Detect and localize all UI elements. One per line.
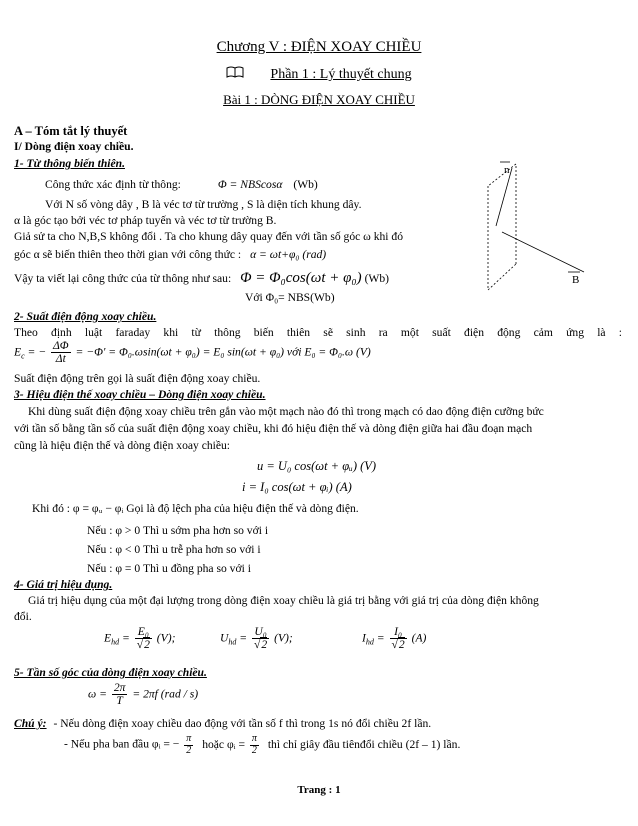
vector-n-label: n [504, 164, 510, 176]
s1-line1: Công thức xác định từ thông: Φ = NBScosα (Wb) [45, 178, 318, 191]
s3-neu-1: Nếu : φ > 0 Thì u sớm pha hơn so với i [87, 524, 269, 537]
s1-line5: góc α sẽ biến thiên theo thời gian với công thức : α = ωt+φ₀ (rad) [14, 248, 327, 261]
vector-b-label: B [572, 274, 580, 286]
s1-line6: Vậy ta viết lại công thức của từ thông như sau: Φ = Φ₀cos(ωt + φ₀) (Wb) [14, 270, 390, 286]
s3-line3: cũng là hiệu điện thế và dòng điện xoay chiều: [14, 439, 231, 452]
s2-line3: Suất điện động trên gọi là suất điện động xoay chiều. [14, 372, 261, 385]
note-line1: Chú ý: - Nếu dòng điện xoay chiều dao động với tần số f thì trong 1s nó đổi chiều 2f lần. [14, 717, 432, 730]
page-number: Trang : 1 [297, 784, 341, 796]
note-line2: - Nếu pha ban đầu φᵢ = − $\frac{\pi}{2}$ hoặc φᵢ = $\frac{\pi}{2}$ thì chỉ giây đầu tiênđổi chiều (2f – 1) lần. [64, 733, 461, 756]
s1-heading: 1- Từ thông biến thiên. [14, 157, 125, 170]
s2-line1: Theo định luật faraday khi từ thông biến thiên sẽ sinh ra một suất điện động cảm ứng là : [14, 326, 622, 339]
s4-heading: 4- Giá trị hiệu dụng. [14, 578, 113, 591]
s3-heading: 3- Hiệu điện thế xoay chiều – Dòng điện xoay chiều. [14, 388, 266, 401]
s1-line7: Với Φ₀= NBS(Wb) [245, 291, 335, 304]
s5-equation: ω = $\frac{2\pi}{T}$ = 2πf (rad / s) [88, 681, 199, 708]
s1-line4: Giả sử ta cho N,B,S không đổi . Ta cho khung dây quay đến với tần số góc ω khi đó [14, 230, 404, 243]
s3-line1: Khi dùng suất điện động xoay chiều trên gắn vào một mạch nào đó thì trong mạch có dao động điện cưỡng bức [28, 405, 544, 418]
section-a-heading: A – Tóm tắt lý thuyết [14, 124, 128, 138]
s2-equation: $E_c$ = − $\frac{\Delta\Phi}{\Delta t}$ = −Φ' = Φ₀.ωsin(ωt + φ₀) = E₀ sin(ωt + φ₀) với E₀ = Φ₀.ω (V) [14, 339, 371, 366]
s4-line1: Giá trị hiệu dụng của một đại lượng trong dòng điện xoay chiều là giá trị bằng với giá trị của dòng điện không [28, 594, 539, 607]
s2-heading: 2- Suất điện động xoay chiều. [14, 310, 157, 323]
s4-eq-u: $U_{hd}$ = $\frac{\text{U₀}}{√2}$ (V); [220, 625, 293, 652]
s3-eq-u: u = U₀ cos(ωt + φᵤ) (V) [257, 459, 377, 473]
chapter-title: Chương V : ĐIỆN XOAY CHIỀU [216, 39, 422, 55]
open-book-icon [226, 66, 244, 83]
s4-line2: đổi. [14, 610, 32, 623]
s3-eq-i: i = I₀ cos(ωt + φᵢ) (A) [242, 480, 352, 494]
s4-eq-e: $E_{hd}$ = $\frac{\text{E₀}}{√2}$ (V); [104, 625, 176, 652]
lesson-title: Bài 1 : DÒNG ĐIỆN XOAY CHIỀU [223, 92, 415, 107]
s3-khi-do: Khi đó : φ = φᵤ − φᵢ Gọi là độ lệch pha của hiệu điện thế và dòng điện. [32, 502, 359, 515]
s5-heading: 5- Tần số góc của dòng điện xoay chiều. [14, 666, 207, 679]
s4-eq-i: $I_{hd}$ = $\frac{\text{I₀}}{√2}$ (A) [362, 625, 427, 652]
part-title: Phần 1 : Lý thuyết chung [0, 66, 638, 83]
s1-line3: α là góc tạo bởi véc tơ pháp tuyến và véc tơ từ trường B. [14, 214, 277, 227]
s3-line2: với tần số bằng tần số của suất điện động xoay chiều, khi đó hiệu điện thế và dòng điện giữa hai đầu đoạn mạch [14, 422, 533, 435]
s1-line2: Với N số vòng dây , B là véc tơ từ trường , S là diện tích khung dây. [45, 198, 362, 211]
flux-vector-diagram [484, 160, 594, 295]
section-i-heading: I/ Dòng điện xoay chiều. [14, 140, 134, 153]
s3-neu-2: Nếu : φ < 0 Thì u trễ pha hơn so với i [87, 543, 261, 556]
s3-neu-3: Nếu : φ = 0 Thì u đồng pha so với i [87, 562, 251, 575]
